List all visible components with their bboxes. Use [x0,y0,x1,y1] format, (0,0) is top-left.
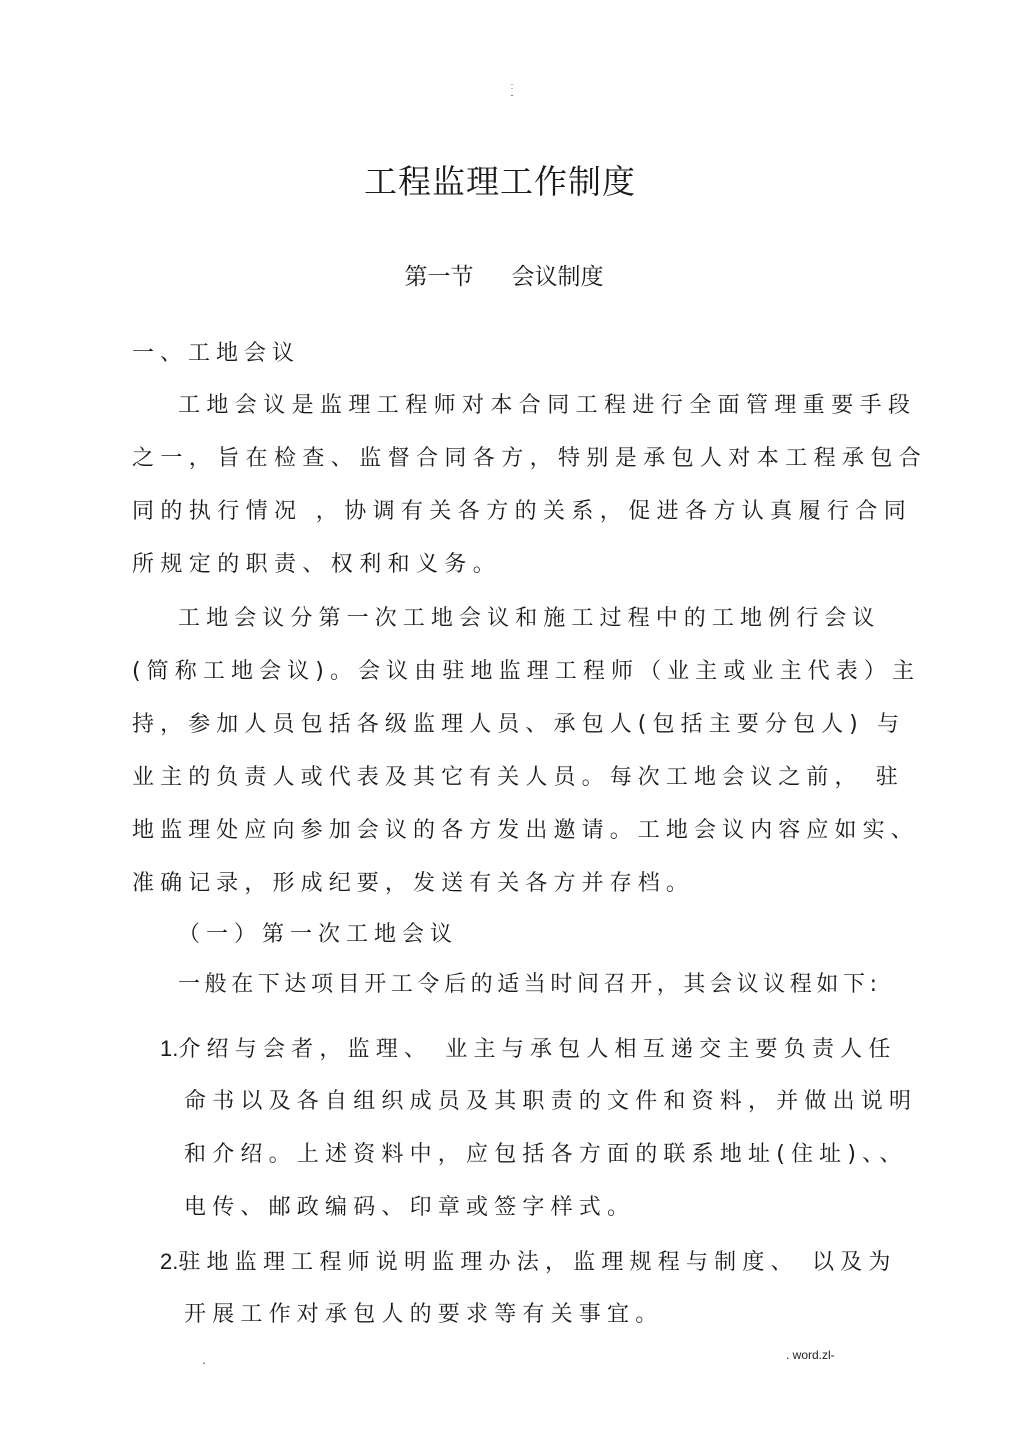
item-line: 电传、邮政编码、印章或签字样式。 [184,1195,636,1220]
paragraph-line: 业主的负责人或代表及其它有关人员。每次工地会议之前， 驻 [132,765,904,790]
paragraph-line: (简称工地会议)。会议由驻地监理工程师（业主或业主代表）主 [132,659,921,684]
paragraph-2 [132,592,921,910]
paragraph-1 [132,379,928,591]
paragraph-line: 地监理处应向参加会议的各方发出邀请。工地会议内容应如实、 [132,818,919,843]
footer-left-mark: . [202,1353,206,1367]
item-line: 开展工作对承包人的要求等有关事宜。 [184,1302,664,1327]
subheading-first-meeting: （一）第一次工地会议 [178,922,459,947]
paragraph-line: 工地会议是监理工程师对本合同工程进行全面管理重要手段 [178,393,917,418]
paragraph-line: 准确记录，形成纪要，发送有关各方并存档。 [132,871,695,896]
agenda-intro: 一般在下达项目开工令后的适当时间召开，其会议议程如下: [178,972,882,997]
paragraph-line: 之一，旨在检查、监督合同各方，特别是承包人对本工程承包合 [132,446,928,471]
paragraph-line: 同的执行情况 ，协调有关各方的关系，促进各方认真履行合同 [132,499,913,524]
item-number: 2. [160,1249,179,1274]
footer-source: . word.zl- [786,1348,835,1362]
heading-site-meeting: 一、工地会议 [132,341,301,366]
item-line: 和介绍。上述资料中，应包括各方面的联系地址(住址)、、 [184,1142,908,1167]
paragraph-line: 工地会议分第一次工地会议和施工过程中的工地例行会议 [178,606,881,631]
agenda-item-1 [160,1022,918,1234]
item-number: 1. [160,1036,179,1061]
document-title: 工程监理工作制度 [364,162,636,201]
section-name: 会议制度 [511,264,604,290]
agenda-item-2 [160,1235,900,1341]
item-line: 介绍与会者，监理、 业主与承包人相互递交主要负责人任 [178,1037,897,1062]
item-line: 驻地监理工程师说明监理办法，监理规程与制度、 以及为 [178,1250,897,1275]
section-number: 第一节 [404,264,474,290]
section-heading [0,258,1008,291]
paragraph-line: 持，参加人员包括各级监理人员、承包人(包括主要分包人) 与 [132,712,906,737]
paragraph-line: 所规定的职责、权利和义务。 [132,552,502,577]
item-line: 命书以及各自组织成员及其职责的文件和资料，并做出说明 [184,1089,918,1114]
header-mark: : - [510,81,514,100]
